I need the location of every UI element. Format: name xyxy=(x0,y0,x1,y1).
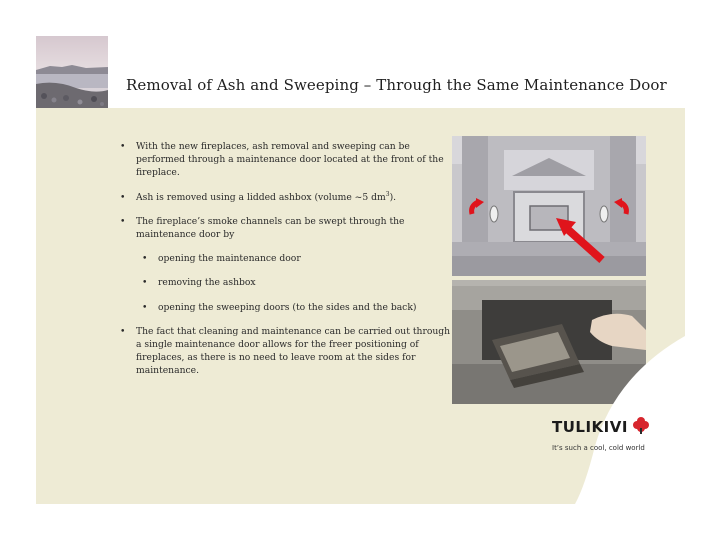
logo-wordmark: TULIKIVI xyxy=(552,418,628,436)
flower-icon xyxy=(632,416,650,434)
fireplace-diagram xyxy=(452,136,646,276)
sub-bullet-3: • opening the sweeping doors (to the sides and the back) xyxy=(114,301,454,314)
bullet-2 xyxy=(114,191,454,204)
bullet-2-superscript: 3 xyxy=(385,190,390,198)
bullet-list xyxy=(114,140,454,389)
title-band xyxy=(36,36,685,108)
bullet-3: • The fireplace’s smoke channels can be swept through the maintenance door by xyxy=(114,215,454,241)
sub-bullet-1: • opening the maintenance door xyxy=(114,252,454,265)
tulikivi-logo xyxy=(552,417,628,436)
landscape-thumbnail xyxy=(36,36,108,108)
bullet-2-end: ). xyxy=(389,191,397,203)
bullet-4: • The fact that cleaning and maintenance can be carried out through a single maintenance door allows for the freer positioning of fireplaces, as there is no need to leave room at the sides for maintenance. xyxy=(114,325,454,378)
bullet-1: • With the new fireplaces, ash removal and sweeping can be performed through a maintenance door located at the front of the fireplace. xyxy=(114,140,454,180)
bullet-2-text: Ash is removed using a lidded ashbox (volume ~5 dm xyxy=(136,191,386,203)
sub-bullet-2: • removing the ashbox xyxy=(114,276,454,289)
slide-title: Removal of Ash and Sweeping – Through the Same Maintenance Door xyxy=(126,76,667,94)
logo-tagline: It’s such a cool, cold world xyxy=(552,444,645,452)
